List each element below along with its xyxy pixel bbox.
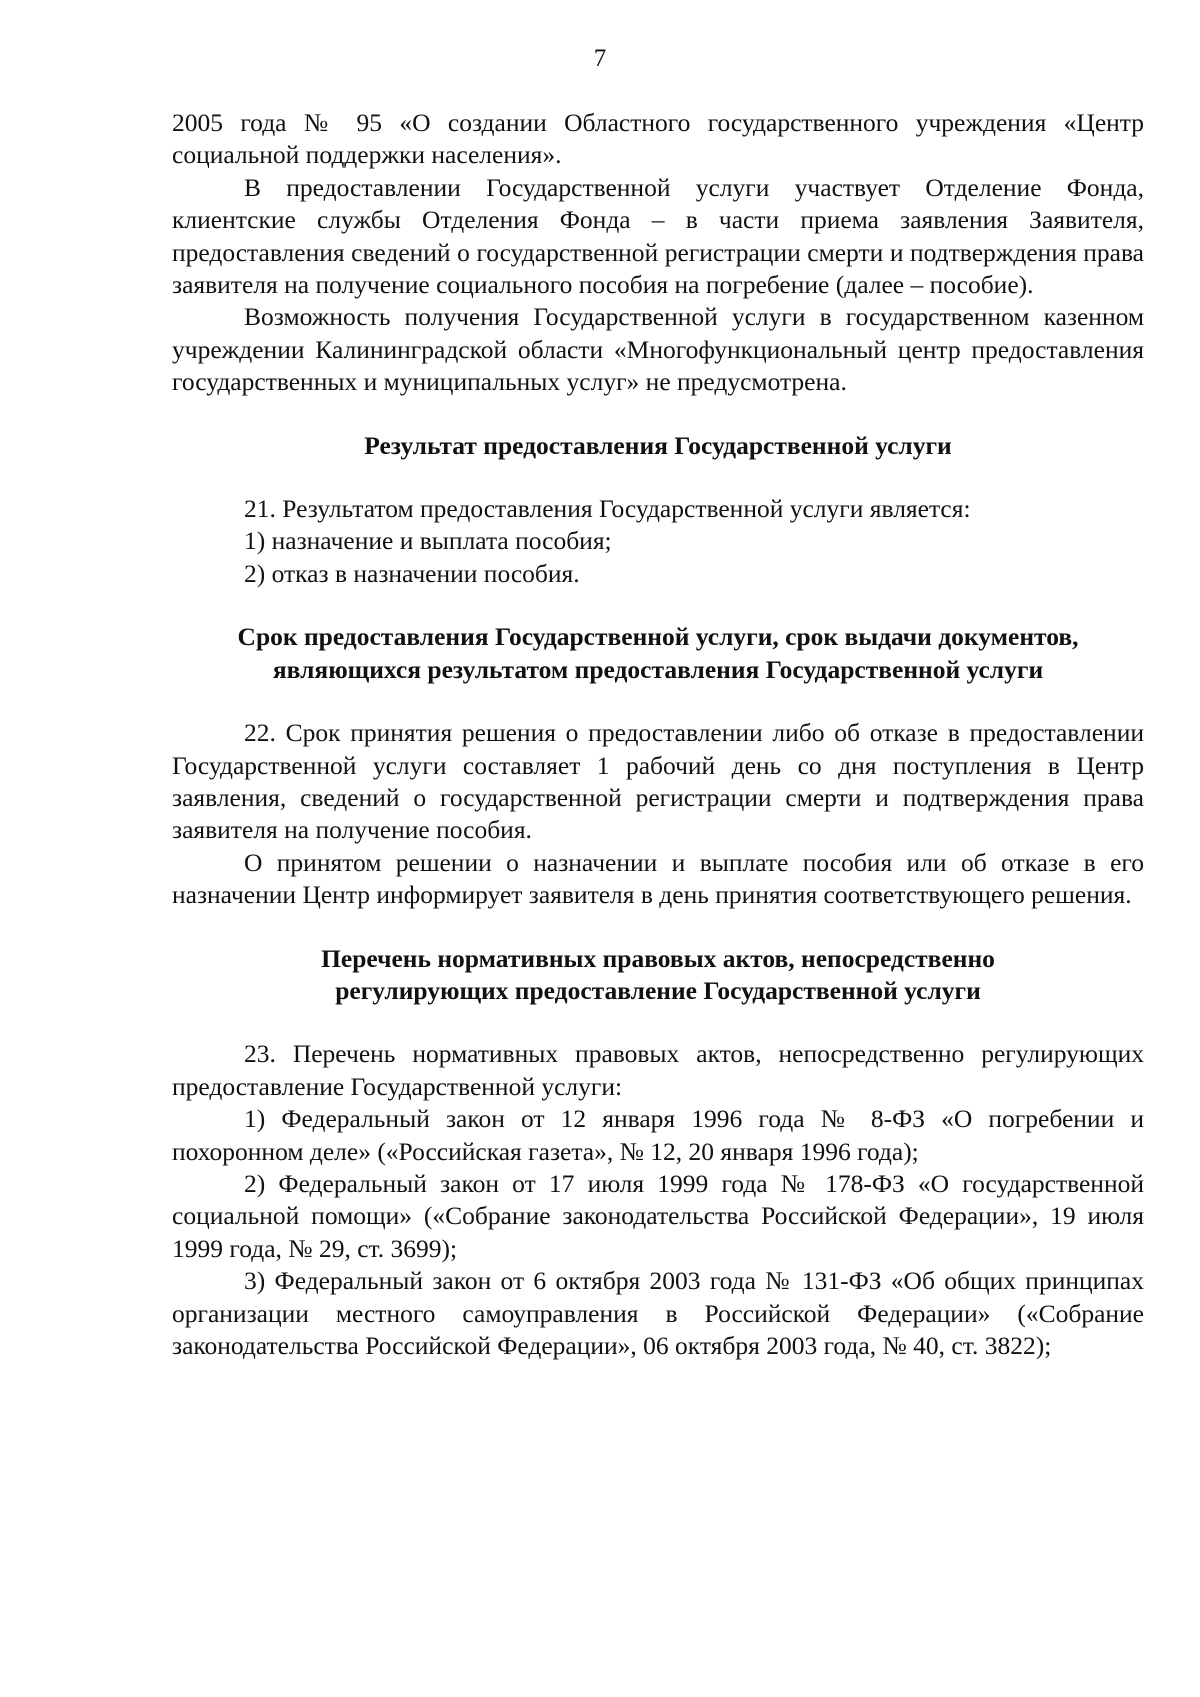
result-paragraph: 21. Результатом предоставления Государственной услуги является: <box>244 494 971 524</box>
term-heading-line-2: являющихся результатом предоставления Государственной услуги <box>272 654 1044 684</box>
acts-paragraph: 23. Перечень нормативных правовых актов, непосредственно регулирующих предоставление Государственной услуги: <box>172 1039 1144 1101</box>
acts-section-heading <box>172 943 1144 1008</box>
intro-paragraph-1: 2005 года № 95 «О создании Областного государственного учреждения «Центр социальной поддержки населения». <box>172 108 1144 170</box>
acts-item-1: 1) Федеральный закон от 12 января 1996 года № 8-ФЗ «О погребении и похоронном деле» («Российская газета», № 12, 20 января 1996 года); <box>172 1104 1144 1166</box>
intro-paragraph-2: В предоставлении Государственной услуги участвует Отделение Фонда, клиентские службы Отделения Фонда – в части приема заявления Заявителя, предоставления сведений о государственной регистрации смерти и подтверждения права заявителя на получение социального пособия на погребение (далее – пособие). <box>172 172 1144 300</box>
result-item-1: 1) назначение и выплата пособия; <box>244 526 612 556</box>
result-item-2: 2) отказ в назначении пособия. <box>244 558 580 588</box>
term-heading-line-1: Срок предоставления Государственной услуги, срок выдачи документов, <box>237 622 1079 652</box>
acts-item-2: 2) Федеральный закон от 17 июля 1999 года № 178-ФЗ «О государственной социальной помощи» («Собрание законодательства Российской Федерации», 19 июля 1999 года, № 29, ст. 3699); <box>172 1168 1144 1263</box>
result-section-heading <box>172 430 1144 462</box>
document-body <box>172 107 1144 1362</box>
page-number: 7 <box>593 45 607 72</box>
term-section-heading <box>172 621 1144 686</box>
acts-item-3: 3) Федеральный закон от 6 октября 2003 года № 131-ФЗ «Об общих принципах организации местного самоуправления в Российской Федерации» («Собрание законодательства Российской Федерации», 06 октября 2003 года, № 40, ст. 3822); <box>172 1266 1144 1360</box>
result-heading-text: Результат предоставления Государственной услуги <box>364 430 952 460</box>
acts-heading-line-2: регулирующих предоставление Государственной услуги <box>335 975 981 1005</box>
term-paragraph-2: О принятом решении о назначении и выплате пособия или об отказе в его назначении Центр информирует заявителя в день принятия соответствующего решения. <box>172 847 1144 910</box>
term-paragraph-1: 22. Срок принятия решения о предоставлении либо об отказе в предоставлении Государственной услуги составляет 1 рабочий день со дня поступления в Центр заявления, сведений о государственной регистрации смерти и подтверждения права заявителя на получение пособия. <box>172 718 1144 845</box>
intro-paragraph-3: Возможность получения Государственной услуги в государственном казенном учреждении Калининградской области «Многофункциональный центр предоставления государственных и муниципальных услуг» не предусмотрена. <box>172 302 1144 397</box>
acts-heading-line-1: Перечень нормативных правовых актов, непосредственно <box>321 943 995 973</box>
